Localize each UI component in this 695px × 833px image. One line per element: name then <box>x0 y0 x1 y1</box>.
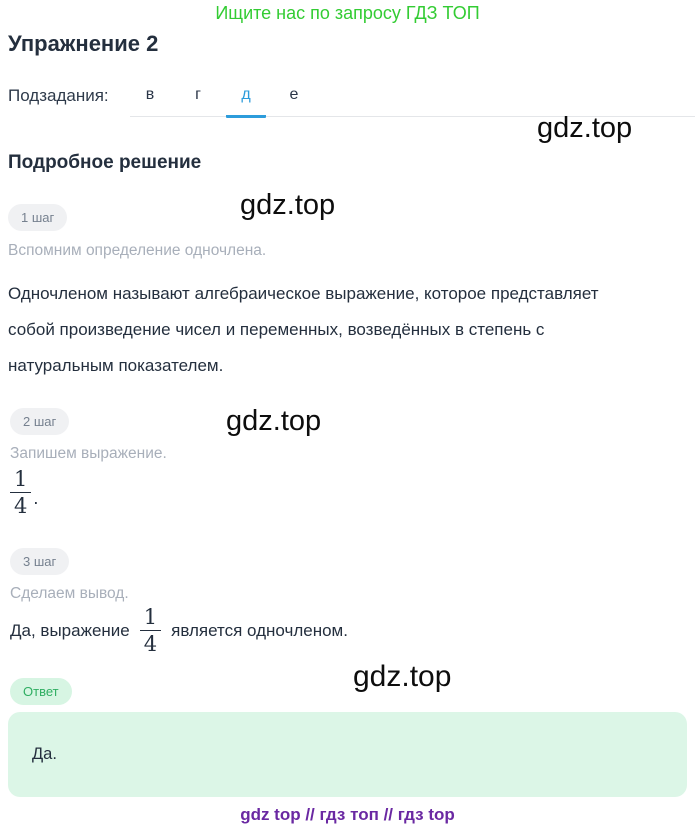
conclusion-text-before: Да, выражение <box>10 620 130 640</box>
expression-period: . <box>33 488 39 509</box>
tab-e[interactable]: е <box>289 86 299 103</box>
answer-box <box>8 712 687 797</box>
solution-heading: Подробное решение <box>8 152 202 173</box>
step-1-text-line: натуральным показателем. <box>8 356 224 375</box>
step-2-badge: 2 шаг <box>10 408 69 435</box>
step-1-text-line: Одночленом называют алгебраическое выражение, которое представляет <box>8 284 599 303</box>
conclusion-text-after: является одночленом. <box>171 620 348 640</box>
step-3-hint: Сделаем вывод. <box>10 585 129 602</box>
page-title: Упражнение 2 <box>8 31 159 56</box>
fraction-numerator: 1 <box>10 468 31 493</box>
step-2-expression <box>10 468 38 517</box>
watermark-text: gdz.top <box>240 189 336 221</box>
tab-v[interactable]: в <box>145 86 155 103</box>
watermark-text: gdz.top <box>226 405 322 437</box>
tab-d-active[interactable]: д <box>226 84 266 118</box>
fraction-one-fourth <box>140 606 161 655</box>
tab-g[interactable]: г <box>195 86 201 103</box>
footer-watermark: gdz top // гдз топ // гдз top <box>240 805 455 824</box>
promo-banner: Ищите нас по запросу ГДЗ ТОП <box>215 3 480 23</box>
fraction-denominator: 4 <box>143 632 158 657</box>
watermark-text: gdz.top <box>537 112 633 144</box>
step-3-badge: 3 шаг <box>10 548 69 575</box>
step-1-text <box>8 276 688 384</box>
subtasks-label: Подзадания: <box>8 86 109 105</box>
answer-badge: Ответ <box>10 678 72 705</box>
fraction-one-fourth <box>10 468 31 517</box>
step-3-conclusion <box>10 606 348 655</box>
step-1-text-line: собой произведение чисел и переменных, возведённых в степень с <box>8 320 545 339</box>
watermark-text: gdz.top <box>353 660 452 693</box>
fraction-numerator: 1 <box>140 606 161 631</box>
fraction-denominator: 4 <box>14 494 28 519</box>
step-1-hint: Вспомним определение одночлена. <box>8 242 267 259</box>
step-2-hint: Запишем выражение. <box>10 445 167 462</box>
step-1-badge: 1 шаг <box>8 204 67 231</box>
answer-text: Да. <box>32 745 57 763</box>
